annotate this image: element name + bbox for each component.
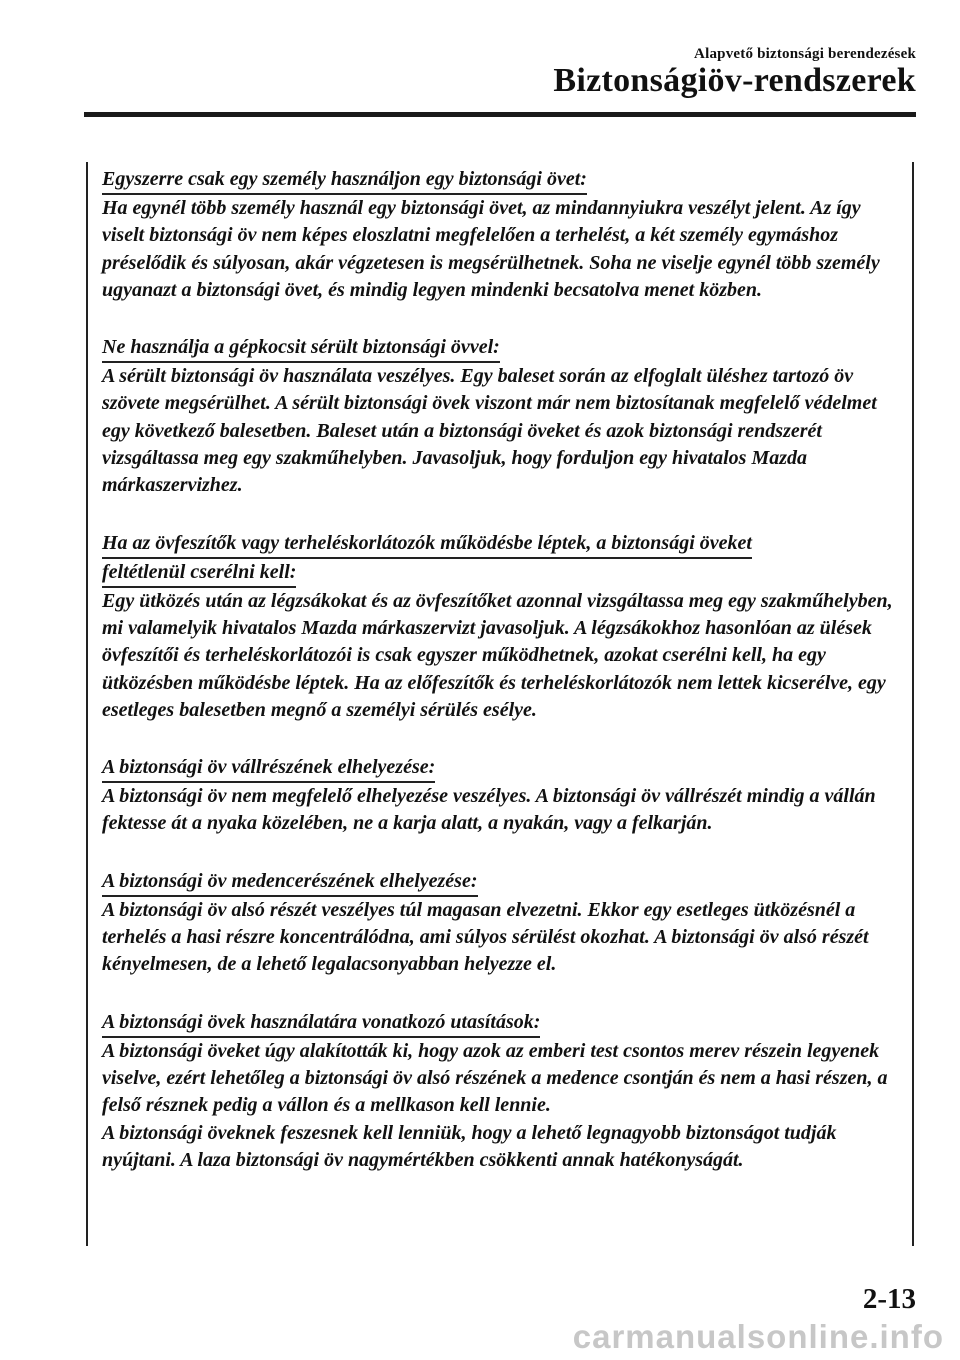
section-body: A biztonsági öv nem megfelelő elhelyezése veszélyes. A biztonsági öv vállrészét mindig a vállán fektesse át a nyaka közelében, ne a karja alatt, a nyakán, vagy a felkarján. — [102, 785, 876, 835]
section-heading-line-2: feltétlenül cserélni kell: — [102, 559, 296, 588]
warning-section — [102, 166, 902, 304]
section-heading: A biztonsági öv medencerészének elhelyezése: — [102, 868, 478, 897]
section-title: Biztonságiöv-rendszerek — [553, 62, 916, 99]
section-body: Egy ütközés után az légzsákokat és az övfeszítőket azonnal vizsgáltassa meg egy szakműhelyben, mi valamelyik hivatalos Mazda márkaszervizt javasoljuk. A légzsákokhoz hasonlóan az ülések övfeszítői és terheléskorlátozói is csak egyszer működhetnek, azokat cserélni kell, ha egy ütközésben működésbe léptek. Ha az előfeszítők és terheléskorlátozók nem lettek kicserélve, egy esetleges balesetben megnő a személyi sérülés esélye. — [102, 589, 893, 721]
section-body: Ha egynél több személy használ egy biztonsági övet, az mindannyiukra veszélyt jelent. Az így viselt biztonsági öv nem képes eloszlatni megfelelően a terhelést, a két személy egymáshoz préselődik és súlyosan, akár végzetesen is megsérülhetnek. Soha ne viselje egynél több személy ugyanazt a biztonsági övet, és mindig legyen mindenki becsatolva menet közben. — [102, 197, 880, 301]
header-rule — [84, 112, 916, 117]
warning-section — [102, 1009, 902, 1174]
warning-section — [102, 754, 902, 838]
section-heading: A biztonsági öv vállrészének elhelyezése: — [102, 754, 435, 783]
warning-section — [102, 334, 902, 499]
warning-box-left-border — [86, 162, 88, 1246]
section-body-2: A biztonsági öveknek feszesnek kell lenniük, hogy a lehető legnagyobb biztonságot tudják nyújtani. A laza biztonsági öv nagymértékben csökkenti annak hatékonyságát. — [102, 1121, 837, 1171]
section-body: A sérült biztonsági öv használata veszélyes. Egy baleset során az elfoglalt üléshez tartozó öv szövete megsérülhet. A sérült biztonsági övek viszont már nem biztosítanak megfelelő védelmet egy következő balesetben. Baleset után a biztonsági öveket és azok biztonsági rendszerét vizsgáltassa meg egy szakműhelyben. Javasoljuk, hogy forduljon egy hivatalos Mazda márkaszervizhez. — [102, 365, 877, 497]
warning-section — [102, 868, 902, 979]
watermark: carmanualsonline.info — [572, 1318, 944, 1355]
section-heading-line-1: Ha az övfeszítők vagy terheléskorlátozók működésbe léptek, a biztonsági öveket — [102, 530, 752, 559]
section-heading: Ne használja a gépkocsit sérült biztonsági övvel: — [102, 334, 500, 363]
section-heading: Egyszerre csak egy személy használjon egy biztonsági övet: — [102, 166, 587, 195]
section-body: A biztonsági öv alsó részét veszélyes túl magasan elvezetni. Ekkor egy esetleges ütközésnél a terhelés a hasi részre koncentrálódna, ami súlyos sérülést okozhat. A biztonsági öv alsó részét kényelmesen, de a lehető legalacsonyabban helyezze el. — [102, 898, 869, 976]
section-body: A biztonsági öveket úgy alakították ki, hogy azok az emberi test csontos merev részein legyenek viselve, ezért lehetőleg a biztonsági öv alsó részének a medence csontján és nem a hasi részen, a felső résznek pedig a vállon és a mellkason kell lennie. — [102, 1039, 888, 1117]
page-number: 2-13 — [862, 1283, 916, 1315]
section-heading: A biztonsági övek használatára vonatkozó utasítások: — [102, 1009, 540, 1038]
warning-box-right-border — [912, 162, 914, 1246]
warning-section — [102, 530, 902, 724]
warning-content — [102, 166, 902, 1204]
chapter-subtitle: Alapvető biztonsági berendezések — [694, 46, 916, 62]
